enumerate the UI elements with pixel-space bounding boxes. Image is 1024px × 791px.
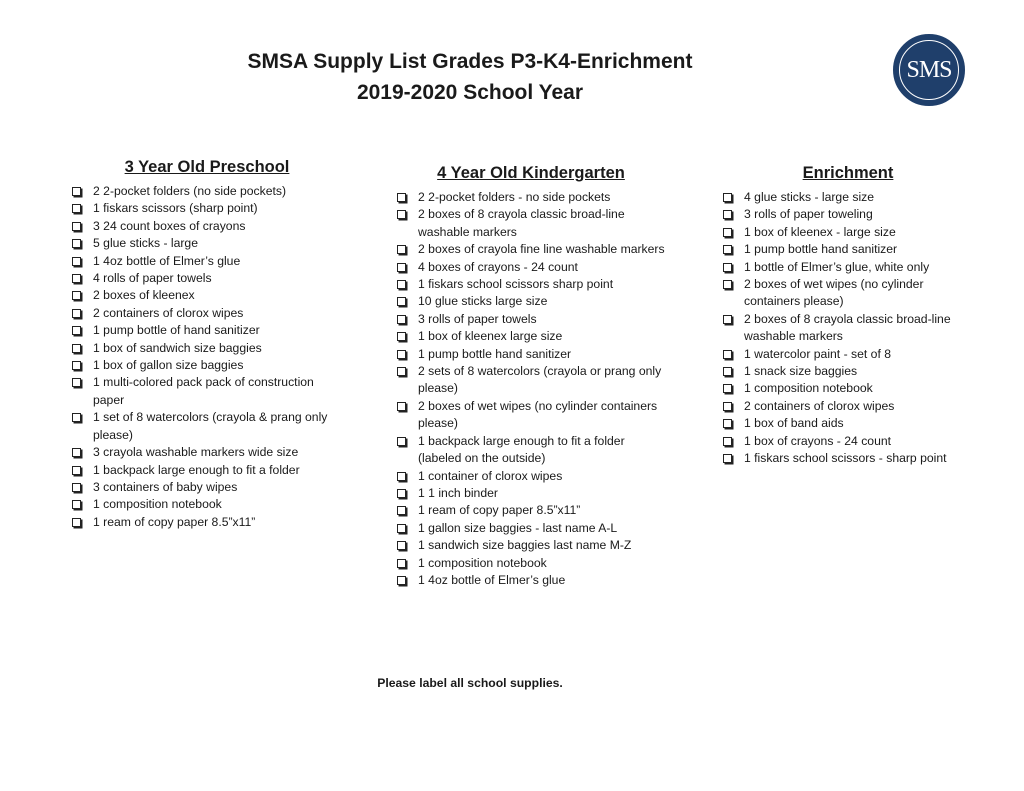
checkbox-icon[interactable] — [72, 500, 81, 509]
checkbox-icon[interactable] — [723, 402, 732, 411]
supply-item-label: 1 4oz bottle of Elmer’s glue — [418, 572, 566, 587]
supply-item — [72, 235, 342, 252]
supply-item-label: 2 boxes of wet wipes (no cylinder containers please) — [744, 277, 924, 309]
supply-item — [72, 322, 342, 339]
checkbox-icon[interactable] — [397, 402, 406, 411]
supply-item — [72, 340, 342, 357]
supply-item-label: 1 watercolor paint - set of 8 — [744, 346, 891, 361]
sms-logo — [893, 34, 965, 106]
supply-item — [397, 485, 665, 502]
supply-item — [397, 363, 665, 398]
column-preschool — [72, 157, 342, 531]
supply-item-label: 3 24 count boxes of crayons — [93, 218, 246, 233]
supply-item-label: 4 boxes of crayons - 24 count — [418, 259, 578, 274]
supply-item-label: 1 composition notebook — [93, 497, 222, 512]
supply-item-label: 1 box of sandwich size baggies — [93, 340, 262, 355]
checkbox-icon[interactable] — [397, 524, 406, 533]
supply-item — [723, 311, 973, 346]
supply-checklist — [723, 189, 973, 468]
supply-item — [397, 311, 665, 328]
supply-item-label: 2 containers of clorox wipes — [93, 305, 244, 320]
checkbox-icon[interactable] — [723, 454, 732, 463]
supply-item-label: 1 set of 8 watercolors (crayola & prang only please) — [93, 410, 328, 442]
supply-item — [397, 276, 665, 293]
supply-item — [72, 253, 342, 270]
checkbox-icon[interactable] — [723, 228, 732, 237]
supply-item — [397, 555, 665, 572]
checkbox-icon[interactable] — [397, 297, 406, 306]
checkbox-icon[interactable] — [72, 239, 81, 248]
checkbox-icon[interactable] — [72, 448, 81, 457]
checkbox-icon[interactable] — [72, 309, 81, 318]
supply-item-label: 1 sandwich size baggies last name M-Z — [418, 538, 632, 553]
checkbox-icon[interactable] — [723, 245, 732, 254]
supply-item — [723, 189, 973, 206]
supply-item — [723, 276, 973, 311]
document-title — [0, 46, 940, 108]
supply-item — [397, 241, 665, 258]
supply-item — [72, 514, 342, 531]
supply-item — [72, 305, 342, 322]
checkbox-icon[interactable] — [72, 274, 81, 283]
checkbox-icon[interactable] — [397, 437, 406, 446]
supply-item-label: 1 ream of copy paper 8.5”x11” — [93, 514, 256, 529]
supply-item — [397, 520, 665, 537]
checkbox-icon[interactable] — [72, 187, 81, 196]
checkbox-icon[interactable] — [72, 466, 81, 475]
supply-item — [723, 224, 973, 241]
column-heading: 4 Year Old Kindergarten — [437, 164, 625, 182]
supply-item-label: 1 composition notebook — [418, 555, 547, 570]
supply-item — [723, 206, 973, 223]
checkbox-icon[interactable] — [72, 483, 81, 492]
checkbox-icon[interactable] — [72, 344, 81, 353]
supply-item-label: 1 fiskars school scissors - sharp point — [744, 451, 947, 466]
checkbox-icon[interactable] — [397, 541, 406, 550]
supply-item — [397, 537, 665, 554]
supply-item-label: 1 pump bottle hand sanitizer — [418, 346, 572, 361]
supply-item-label: 1 box of kleenex large size — [418, 329, 563, 344]
supply-item — [397, 468, 665, 485]
checkbox-icon[interactable] — [397, 263, 406, 272]
supply-item-label: 1 multi-colored pack pack of construction paper — [93, 375, 314, 407]
checkbox-icon[interactable] — [397, 506, 406, 515]
supply-item — [723, 259, 973, 276]
supply-item — [723, 433, 973, 450]
supply-item — [72, 287, 342, 304]
checkbox-icon[interactable] — [723, 367, 732, 376]
supply-item — [72, 496, 342, 513]
supply-item — [723, 380, 973, 397]
logo-text: SMS — [906, 57, 952, 83]
supply-item-label: 1 composition notebook — [744, 381, 873, 396]
supply-item-label: 1 container of clorox wipes — [418, 468, 563, 483]
footer-note: Please label all school supplies. — [377, 676, 563, 690]
supply-item-label: 2 boxes of wet wipes (no cylinder containers please) — [418, 398, 658, 431]
supply-item-label: 1 fiskars scissors (sharp point) — [93, 201, 258, 216]
checkbox-icon[interactable] — [723, 193, 732, 202]
supply-item — [723, 346, 973, 363]
supply-item — [72, 374, 342, 409]
supply-item — [72, 479, 342, 496]
checkbox-icon[interactable] — [72, 361, 81, 370]
checkbox-icon[interactable] — [72, 413, 81, 422]
supply-item-label: 1 1 inch binder — [418, 485, 498, 500]
supply-item — [72, 444, 342, 461]
supply-item — [72, 200, 342, 217]
supply-item-label: 1 box of gallon size baggies — [93, 358, 244, 373]
supply-item-label: 1 backpack large enough to fit a folder (labeled on the outside) — [418, 433, 625, 466]
supply-item — [397, 206, 665, 241]
supply-item-label: 2 containers of clorox wipes — [744, 398, 895, 413]
supply-item-label: 1 box of band aids — [744, 416, 844, 431]
supply-item-label: 1 pump bottle hand sanitizer — [744, 242, 898, 257]
column-heading: 3 Year Old Preschool — [124, 158, 290, 176]
supply-item-label: 1 snack size baggies — [744, 364, 858, 379]
supply-item — [723, 241, 973, 258]
checkbox-icon[interactable] — [397, 245, 406, 254]
checkbox-icon[interactable] — [723, 263, 732, 272]
supply-item — [72, 270, 342, 287]
supply-item-label: 1 box of crayons - 24 count — [744, 433, 892, 448]
supply-item-label: 3 containers of baby wipes — [93, 479, 238, 494]
supply-item — [72, 183, 342, 200]
supply-item-label: 1 gallon size baggies - last name A-L — [418, 520, 618, 535]
supply-item — [72, 218, 342, 235]
checkbox-icon[interactable] — [397, 367, 406, 376]
checkbox-icon[interactable] — [397, 576, 406, 585]
checkbox-icon[interactable] — [397, 489, 406, 498]
supply-item — [397, 189, 665, 206]
supply-item-label: 4 glue sticks - large size — [744, 190, 875, 204]
checkbox-icon[interactable] — [72, 291, 81, 300]
supply-item-label: 1 ream of copy paper 8.5”x11” — [418, 503, 581, 518]
checkbox-icon[interactable] — [397, 350, 406, 359]
supply-item — [397, 259, 665, 276]
supply-item-label: 4 rolls of paper towels — [93, 271, 212, 286]
checkbox-icon[interactable] — [72, 222, 81, 231]
supply-item-label: 1 bottle of Elmer’s glue, white only — [744, 259, 930, 274]
checkbox-icon[interactable] — [397, 332, 406, 341]
checkbox-icon[interactable] — [72, 378, 81, 387]
supply-checklist — [397, 189, 665, 589]
title-line-2: 2019-2020 School Year — [356, 81, 584, 104]
supply-item — [723, 450, 973, 467]
checkbox-icon[interactable] — [72, 326, 81, 335]
checkbox-icon[interactable] — [397, 315, 406, 324]
supply-item-label: 1 box of kleenex - large size — [744, 224, 896, 239]
supply-item — [397, 293, 665, 310]
supply-item-label: 10 glue sticks large size — [418, 294, 548, 309]
checkbox-icon[interactable] — [723, 210, 732, 219]
checkbox-icon[interactable] — [72, 204, 81, 213]
supply-item-label: 2 boxes of 8 crayola classic broad-line washable markers — [418, 207, 625, 239]
supply-item — [723, 415, 973, 432]
supply-item — [397, 433, 665, 468]
column-heading: Enrichment — [802, 164, 894, 182]
supply-item-label: 2 2-pocket folders - no side pockets — [418, 190, 611, 204]
supply-item-label: 2 boxes of 8 crayola classic broad-line washable markers — [744, 311, 951, 344]
supply-item-label: 1 backpack large enough to fit a folder — [93, 462, 300, 477]
column-kindergarten — [397, 163, 665, 589]
checkbox-icon[interactable] — [723, 384, 732, 393]
supply-item-label: 2 boxes of crayola fine line washable markers — [418, 242, 665, 257]
checkbox-icon[interactable] — [397, 193, 406, 202]
supply-item-label: 5 glue sticks - large — [93, 236, 198, 251]
checkbox-icon[interactable] — [397, 472, 406, 481]
supply-item-label: 1 pump bottle of hand sanitizer — [93, 323, 260, 338]
checkbox-icon[interactable] — [723, 437, 732, 446]
supply-checklist — [72, 183, 342, 531]
checkbox-icon[interactable] — [397, 559, 406, 568]
checkbox-icon[interactable] — [723, 280, 732, 289]
checkbox-icon[interactable] — [723, 350, 732, 359]
supply-item-label: 1 fiskars school scissors sharp point — [418, 277, 614, 292]
supply-item — [397, 572, 665, 589]
supply-item — [397, 398, 665, 433]
supply-item — [723, 363, 973, 380]
supply-item — [397, 328, 665, 345]
checkbox-icon[interactable] — [72, 518, 81, 527]
checkbox-icon[interactable] — [397, 280, 406, 289]
title-line-1: SMSA Supply List Grades P3-K4-Enrichment — [247, 50, 693, 73]
supply-item — [397, 346, 665, 363]
supply-item-label: 3 rolls of paper towels — [418, 311, 537, 326]
supply-item-label: 1 4oz bottle of Elmer’s glue — [93, 253, 241, 268]
supply-item-label: 2 sets of 8 watercolors (crayola or prang only please) — [418, 364, 662, 396]
supply-item-label: 2 boxes of kleenex — [93, 288, 195, 303]
checkbox-icon[interactable] — [72, 257, 81, 266]
supply-item-label: 3 crayola washable markers wide size — [93, 445, 299, 460]
supply-item-label: 3 rolls of paper toweling — [744, 207, 873, 222]
supply-item — [72, 462, 342, 479]
supply-item — [72, 409, 342, 444]
column-enrichment — [723, 163, 973, 468]
supply-item-label: 2 2-pocket folders (no side pockets) — [93, 184, 287, 198]
supply-item — [397, 502, 665, 519]
checkbox-icon[interactable] — [723, 315, 732, 324]
checkbox-icon[interactable] — [397, 210, 406, 219]
checkbox-icon[interactable] — [723, 419, 732, 428]
supply-item — [72, 357, 342, 374]
supply-item — [723, 398, 973, 415]
